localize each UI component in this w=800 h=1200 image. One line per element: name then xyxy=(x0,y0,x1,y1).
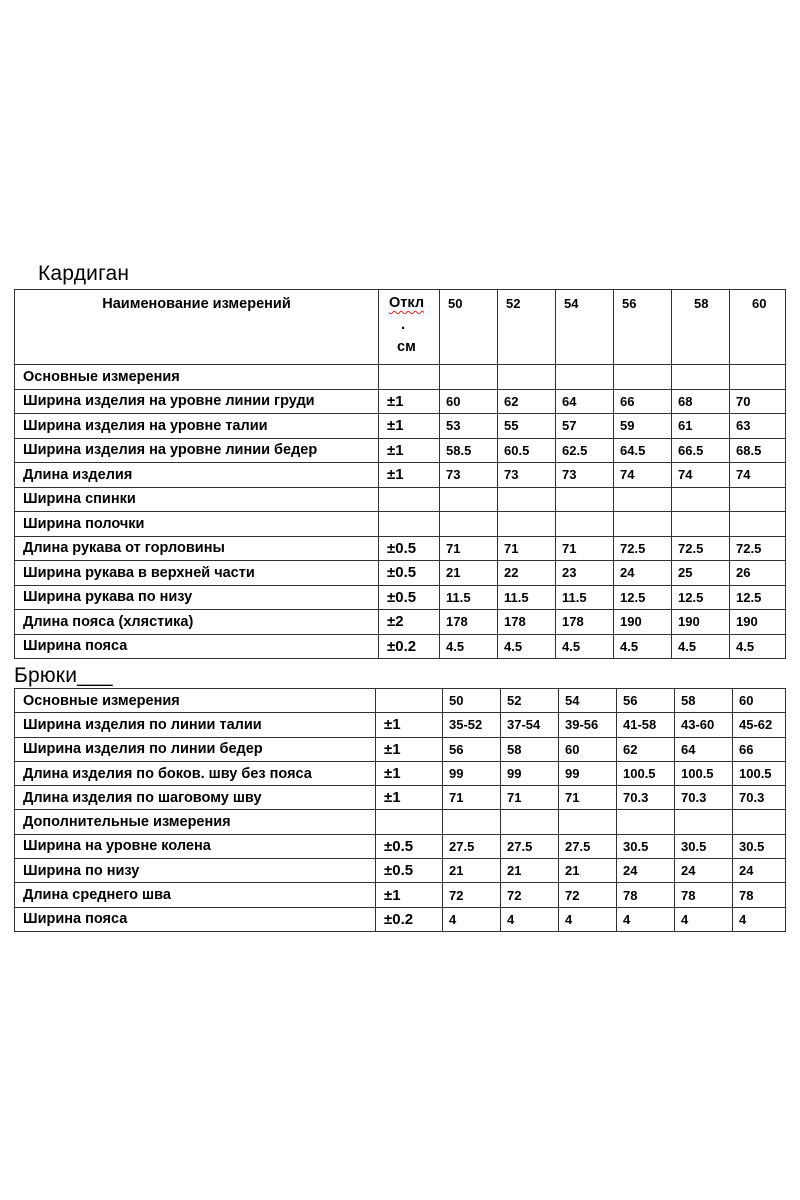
value-cell: 74 xyxy=(730,463,786,488)
measurement-name: Ширина изделия по линии бедер xyxy=(15,737,376,761)
value-cell: 60 xyxy=(559,737,617,761)
value-cell: 64.5 xyxy=(614,438,672,463)
value-cell: 99 xyxy=(559,761,617,785)
measurement-name: Основные измерения xyxy=(15,365,379,390)
value-cell: 74 xyxy=(614,463,672,488)
tolerance-cell: ±0.5 xyxy=(376,859,443,883)
value-cell: 11.5 xyxy=(440,585,498,610)
measurement-name: Ширина спинки xyxy=(15,487,379,512)
table-row xyxy=(15,610,786,635)
value-cell: 4 xyxy=(617,907,675,931)
value-cell xyxy=(730,365,786,390)
tolerance-header-line1: Откл xyxy=(389,295,425,311)
table-row xyxy=(15,907,786,931)
value-cell xyxy=(440,487,498,512)
value-cell: 27.5 xyxy=(501,834,559,858)
value-cell: 4.5 xyxy=(614,634,672,659)
value-cell: 4.5 xyxy=(730,634,786,659)
value-cell: 37-54 xyxy=(501,713,559,737)
value-cell: 4 xyxy=(675,907,733,931)
tolerance-cell: ±1 xyxy=(379,414,440,439)
value-cell xyxy=(556,365,614,390)
value-cell: 62 xyxy=(617,737,675,761)
value-cell: 71 xyxy=(498,536,556,561)
measurement-name: Ширина изделия по линии талии xyxy=(15,713,376,737)
table-row xyxy=(15,859,786,883)
value-cell: 58 xyxy=(675,689,733,713)
value-cell: 71 xyxy=(556,536,614,561)
value-cell: 57 xyxy=(556,414,614,439)
measurement-name: Длина изделия по боков. шву без пояса xyxy=(15,761,376,785)
value-cell: 56 xyxy=(617,689,675,713)
value-cell: 60.5 xyxy=(498,438,556,463)
value-cell: 27.5 xyxy=(443,834,501,858)
table-row xyxy=(15,585,786,610)
value-cell: 60 xyxy=(440,389,498,414)
value-cell: 12.5 xyxy=(672,585,730,610)
value-cell: 71 xyxy=(501,786,559,810)
value-cell: 178 xyxy=(498,610,556,635)
value-cell: 78 xyxy=(675,883,733,907)
measurement-name: Дополнительные измерения xyxy=(15,810,376,834)
cardigan-size-table xyxy=(14,289,786,659)
tolerance-cell xyxy=(379,365,440,390)
table-row xyxy=(15,487,786,512)
value-cell xyxy=(440,512,498,537)
value-cell: 53 xyxy=(440,414,498,439)
value-cell: 56 xyxy=(443,737,501,761)
table-row xyxy=(15,438,786,463)
value-cell xyxy=(443,810,501,834)
value-cell: 190 xyxy=(672,610,730,635)
value-cell: 4 xyxy=(501,907,559,931)
value-cell: 52 xyxy=(501,689,559,713)
tolerance-cell xyxy=(379,487,440,512)
value-cell xyxy=(559,810,617,834)
value-cell: 54 xyxy=(559,689,617,713)
value-cell: 63 xyxy=(730,414,786,439)
measurement-name: Ширина по низу xyxy=(15,859,376,883)
value-cell: 100.5 xyxy=(617,761,675,785)
value-cell: 41-58 xyxy=(617,713,675,737)
value-cell: 100.5 xyxy=(733,761,786,785)
value-cell: 11.5 xyxy=(498,585,556,610)
value-cell: 72.5 xyxy=(672,536,730,561)
value-cell: 39-56 xyxy=(559,713,617,737)
value-cell xyxy=(498,487,556,512)
value-cell: 74 xyxy=(672,463,730,488)
value-cell: 72.5 xyxy=(730,536,786,561)
value-cell: 23 xyxy=(556,561,614,586)
value-cell xyxy=(614,512,672,537)
tolerance-cell: ±0.5 xyxy=(379,561,440,586)
tolerance-cell: ±0.5 xyxy=(379,585,440,610)
value-cell: 72 xyxy=(559,883,617,907)
table-row xyxy=(15,737,786,761)
size-header: 56 xyxy=(614,290,672,365)
value-cell: 4.5 xyxy=(440,634,498,659)
pants-title: Брюки___ xyxy=(14,664,113,687)
value-cell: 68.5 xyxy=(730,438,786,463)
value-cell: 61 xyxy=(672,414,730,439)
value-cell xyxy=(498,365,556,390)
tolerance-cell: ±1 xyxy=(379,438,440,463)
value-cell: 64 xyxy=(675,737,733,761)
value-cell: 72 xyxy=(443,883,501,907)
value-cell: 73 xyxy=(556,463,614,488)
tolerance-cell: ±1 xyxy=(376,737,443,761)
value-cell: 45-62 xyxy=(733,713,786,737)
table-row xyxy=(15,512,786,537)
value-cell: 30.5 xyxy=(675,834,733,858)
value-cell: 178 xyxy=(440,610,498,635)
value-cell: 66 xyxy=(614,389,672,414)
value-cell xyxy=(501,810,559,834)
value-cell: 55 xyxy=(498,414,556,439)
value-cell: 72 xyxy=(501,883,559,907)
table-row xyxy=(15,761,786,785)
value-cell: 58.5 xyxy=(440,438,498,463)
value-cell: 62.5 xyxy=(556,438,614,463)
value-cell: 4 xyxy=(443,907,501,931)
value-cell xyxy=(440,365,498,390)
tolerance-cell xyxy=(376,689,443,713)
tolerance-cell: ±0.2 xyxy=(376,907,443,931)
value-cell: 59 xyxy=(614,414,672,439)
size-header: 58 xyxy=(672,290,730,365)
tolerance-header xyxy=(379,290,440,365)
value-cell: 24 xyxy=(675,859,733,883)
value-cell: 11.5 xyxy=(556,585,614,610)
value-cell: 99 xyxy=(443,761,501,785)
value-cell: 71 xyxy=(440,536,498,561)
value-cell: 21 xyxy=(443,859,501,883)
value-cell: 73 xyxy=(498,463,556,488)
table-row xyxy=(15,463,786,488)
value-cell xyxy=(672,487,730,512)
value-cell: 12.5 xyxy=(730,585,786,610)
measurement-name: Основные измерения xyxy=(15,689,376,713)
measurement-name-header: Наименование измерений xyxy=(15,290,379,365)
value-cell: 73 xyxy=(440,463,498,488)
tolerance-cell xyxy=(379,512,440,537)
value-cell: 4.5 xyxy=(672,634,730,659)
size-header: 60 xyxy=(730,290,786,365)
value-cell: 30.5 xyxy=(617,834,675,858)
measurement-name: Ширина рукава в верхней части xyxy=(15,561,379,586)
value-cell: 71 xyxy=(443,786,501,810)
value-cell: 70.3 xyxy=(617,786,675,810)
value-cell: 72.5 xyxy=(614,536,672,561)
value-cell: 70.3 xyxy=(733,786,786,810)
measurement-name: Ширина рукава по низу xyxy=(15,585,379,610)
measurement-name: Длина изделия по шаговому шву xyxy=(15,786,376,810)
value-cell: 100.5 xyxy=(675,761,733,785)
value-cell xyxy=(556,487,614,512)
value-cell xyxy=(617,810,675,834)
value-cell: 4.5 xyxy=(556,634,614,659)
value-cell: 27.5 xyxy=(559,834,617,858)
value-cell: 21 xyxy=(440,561,498,586)
measurement-name: Ширина изделия на уровне линии груди xyxy=(15,389,379,414)
tolerance-cell: ±1 xyxy=(376,761,443,785)
size-header: 52 xyxy=(498,290,556,365)
size-header: 50 xyxy=(440,290,498,365)
value-cell: 190 xyxy=(730,610,786,635)
value-cell: 64 xyxy=(556,389,614,414)
measurement-name: Длина пояса (хлястика) xyxy=(15,610,379,635)
table-row xyxy=(15,561,786,586)
tolerance-header-line2: . xyxy=(401,317,406,333)
tolerance-cell: ±1 xyxy=(379,389,440,414)
tolerance-header-line3: см xyxy=(397,339,416,355)
value-cell xyxy=(730,487,786,512)
value-cell: 58 xyxy=(501,737,559,761)
table-row xyxy=(15,786,786,810)
table-row xyxy=(15,713,786,737)
value-cell: 4 xyxy=(733,907,786,931)
value-cell: 24 xyxy=(617,859,675,883)
table-row xyxy=(15,634,786,659)
tolerance-cell: ±1 xyxy=(379,463,440,488)
measurement-name: Ширина на уровне колена xyxy=(15,834,376,858)
cardigan-title: Кардиган xyxy=(38,262,130,285)
table-row xyxy=(15,414,786,439)
value-cell: 60 xyxy=(733,689,786,713)
table-row xyxy=(15,536,786,561)
value-cell: 78 xyxy=(617,883,675,907)
table-row xyxy=(15,883,786,907)
value-cell: 24 xyxy=(733,859,786,883)
value-cell: 66 xyxy=(733,737,786,761)
value-cell: 43-60 xyxy=(675,713,733,737)
value-cell: 66.5 xyxy=(672,438,730,463)
measurement-name: Ширина пояса xyxy=(15,907,376,931)
value-cell: 26 xyxy=(730,561,786,586)
tolerance-cell: ±0.2 xyxy=(379,634,440,659)
measurement-name: Ширина изделия на уровне линии бедер xyxy=(15,438,379,463)
value-cell: 22 xyxy=(498,561,556,586)
tolerance-cell xyxy=(376,810,443,834)
table-row xyxy=(15,810,786,834)
value-cell xyxy=(556,512,614,537)
value-cell xyxy=(733,810,786,834)
value-cell: 71 xyxy=(559,786,617,810)
tolerance-cell: ±1 xyxy=(376,883,443,907)
pants-size-table xyxy=(14,688,786,932)
table-row xyxy=(15,834,786,858)
value-cell: 190 xyxy=(614,610,672,635)
value-cell: 21 xyxy=(501,859,559,883)
value-cell xyxy=(614,487,672,512)
value-cell: 4 xyxy=(559,907,617,931)
value-cell: 62 xyxy=(498,389,556,414)
value-cell: 25 xyxy=(672,561,730,586)
tolerance-cell: ±0.5 xyxy=(376,834,443,858)
value-cell: 30.5 xyxy=(733,834,786,858)
value-cell xyxy=(675,810,733,834)
table-row xyxy=(15,689,786,713)
value-cell xyxy=(730,512,786,537)
table-row xyxy=(15,365,786,390)
value-cell: 4.5 xyxy=(498,634,556,659)
tolerance-cell: ±1 xyxy=(376,713,443,737)
value-cell: 70 xyxy=(730,389,786,414)
value-cell: 178 xyxy=(556,610,614,635)
value-cell xyxy=(614,365,672,390)
value-cell: 12.5 xyxy=(614,585,672,610)
value-cell: 78 xyxy=(733,883,786,907)
tolerance-cell: ±0.5 xyxy=(379,536,440,561)
value-cell: 21 xyxy=(559,859,617,883)
value-cell: 35-52 xyxy=(443,713,501,737)
measurement-name: Длина среднего шва xyxy=(15,883,376,907)
tolerance-cell: ±1 xyxy=(376,786,443,810)
value-cell: 68 xyxy=(672,389,730,414)
measurement-name: Длина рукава от горловины xyxy=(15,536,379,561)
table-row xyxy=(15,389,786,414)
measurement-name: Длина изделия xyxy=(15,463,379,488)
measurement-name: Ширина изделия на уровне талии xyxy=(15,414,379,439)
size-header: 54 xyxy=(556,290,614,365)
value-cell: 50 xyxy=(443,689,501,713)
value-cell: 24 xyxy=(614,561,672,586)
value-cell xyxy=(498,512,556,537)
tolerance-cell: ±2 xyxy=(379,610,440,635)
cardigan-header-row xyxy=(15,290,786,365)
value-cell: 99 xyxy=(501,761,559,785)
value-cell xyxy=(672,365,730,390)
measurement-name: Ширина полочки xyxy=(15,512,379,537)
value-cell: 70.3 xyxy=(675,786,733,810)
measurement-name: Ширина пояса xyxy=(15,634,379,659)
value-cell xyxy=(672,512,730,537)
